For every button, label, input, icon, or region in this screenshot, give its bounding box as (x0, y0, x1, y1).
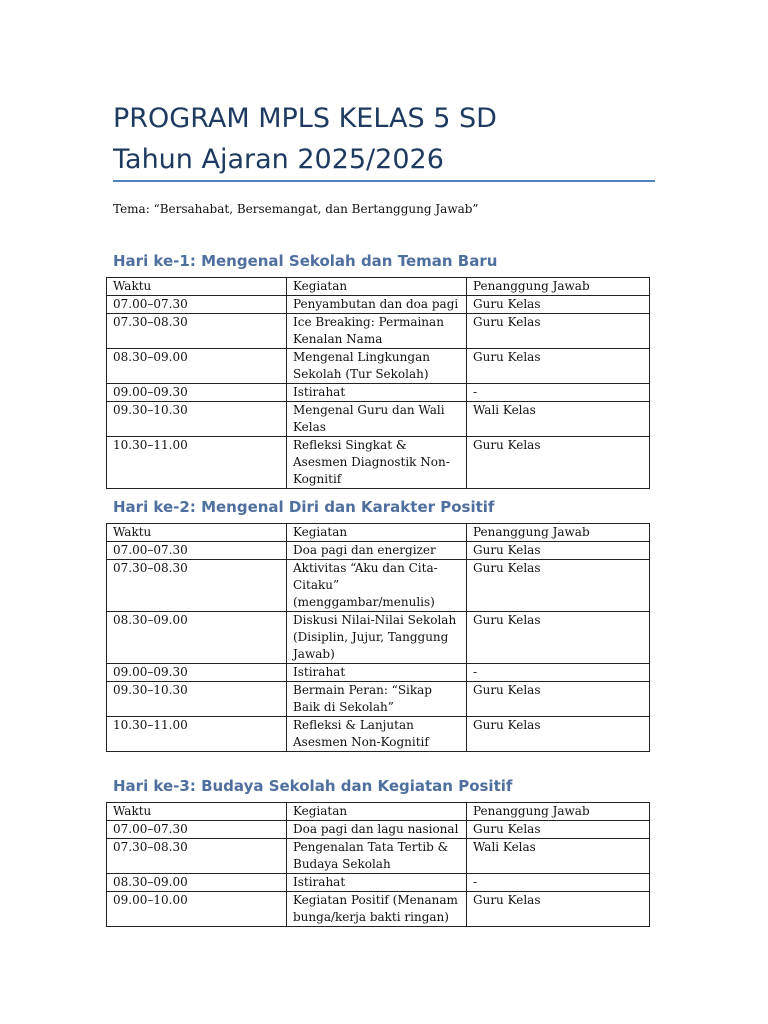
cell-person-in-charge: Guru Kelas (467, 542, 650, 560)
cell-activity: Bermain Peran: “Sikap Baik di Sekolah” (287, 682, 467, 717)
table-header-row (107, 278, 650, 296)
cell-activity: Kegiatan Positif (Menanam bunga/kerja bakti ringan) (287, 892, 467, 927)
table-row (107, 314, 650, 349)
cell-time: 07.00–07.30 (107, 821, 287, 839)
cell-person-in-charge: Guru Kelas (467, 821, 650, 839)
column-header-time: Waktu (107, 278, 287, 296)
table-row (107, 542, 650, 560)
column-header-activity: Kegiatan (287, 278, 467, 296)
cell-activity: Istirahat (287, 664, 467, 682)
cell-time: 10.30–11.00 (107, 437, 287, 489)
column-header-time: Waktu (107, 524, 287, 542)
title-line-2: Tahun Ajaran 2025/2026 (113, 144, 444, 175)
table-header-row (107, 524, 650, 542)
cell-activity: Istirahat (287, 874, 467, 892)
cell-activity: Doa pagi dan lagu nasional (287, 821, 467, 839)
cell-time: 07.30–08.30 (107, 839, 287, 874)
day-2-heading: Hari ke-2: Mengenal Diri dan Karakter Positif (113, 498, 495, 516)
cell-person-in-charge: Wali Kelas (467, 839, 650, 874)
column-header-person-in-charge: Penanggung Jawab (467, 278, 650, 296)
page-title (113, 98, 673, 180)
cell-person-in-charge: - (467, 384, 650, 402)
cell-activity: Aktivitas “Aku dan Cita-Citaku” (menggambar/menulis) (287, 560, 467, 612)
cell-activity: Mengenal Lingkungan Sekolah (Tur Sekolah) (287, 349, 467, 384)
cell-person-in-charge: Guru Kelas (467, 717, 650, 752)
cell-activity: Penyambutan dan doa pagi (287, 296, 467, 314)
column-header-time: Waktu (107, 803, 287, 821)
cell-person-in-charge: - (467, 874, 650, 892)
table-row (107, 437, 650, 489)
cell-person-in-charge: Guru Kelas (467, 349, 650, 384)
column-header-person-in-charge: Penanggung Jawab (467, 803, 650, 821)
table-header-row (107, 803, 650, 821)
cell-time: 08.30–09.00 (107, 612, 287, 664)
cell-person-in-charge: Guru Kelas (467, 314, 650, 349)
cell-person-in-charge: Guru Kelas (467, 296, 650, 314)
title-divider (113, 180, 655, 182)
column-header-activity: Kegiatan (287, 524, 467, 542)
cell-person-in-charge: Wali Kelas (467, 402, 650, 437)
cell-time: 07.00–07.30 (107, 542, 287, 560)
cell-activity: Mengenal Guru dan Wali Kelas (287, 402, 467, 437)
title-line-1: PROGRAM MPLS KELAS 5 SD (113, 103, 497, 134)
cell-activity: Pengenalan Tata Tertib & Budaya Sekolah (287, 839, 467, 874)
cell-activity: Refleksi Singkat & Asesmen Diagnostik Non-Kognitif (287, 437, 467, 489)
cell-time: 08.30–09.00 (107, 349, 287, 384)
cell-time: 09.00–09.30 (107, 664, 287, 682)
cell-time: 07.30–08.30 (107, 314, 287, 349)
cell-activity: Ice Breaking: Permainan Kenalan Nama (287, 314, 467, 349)
cell-time: 08.30–09.00 (107, 874, 287, 892)
table-row (107, 612, 650, 664)
column-header-activity: Kegiatan (287, 803, 467, 821)
cell-person-in-charge: - (467, 664, 650, 682)
table-row (107, 296, 650, 314)
day-3-schedule-table (106, 802, 650, 927)
day-2-section (113, 498, 655, 752)
table-row (107, 384, 650, 402)
cell-time: 09.30–10.30 (107, 682, 287, 717)
cell-time: 07.30–08.30 (107, 560, 287, 612)
cell-activity: Doa pagi dan energizer (287, 542, 467, 560)
day-1-heading: Hari ke-1: Mengenal Sekolah dan Teman Baru (113, 252, 498, 270)
cell-person-in-charge: Guru Kelas (467, 437, 650, 489)
day-1-section (113, 252, 655, 489)
cell-time: 10.30–11.00 (107, 717, 287, 752)
table-row (107, 402, 650, 437)
table-row (107, 664, 650, 682)
theme-text: Tema: “Bersahabat, Bersemangat, dan Bertanggung Jawab” (113, 202, 479, 216)
cell-time: 07.00–07.30 (107, 296, 287, 314)
table-row (107, 682, 650, 717)
cell-person-in-charge: Guru Kelas (467, 560, 650, 612)
cell-activity: Istirahat (287, 384, 467, 402)
table-row (107, 839, 650, 874)
cell-person-in-charge: Guru Kelas (467, 612, 650, 664)
cell-time: 09.00–09.30 (107, 384, 287, 402)
table-row (107, 892, 650, 927)
day-1-schedule-table (106, 277, 650, 489)
cell-person-in-charge: Guru Kelas (467, 682, 650, 717)
table-row (107, 349, 650, 384)
table-row (107, 874, 650, 892)
table-row (107, 560, 650, 612)
column-header-person-in-charge: Penanggung Jawab (467, 524, 650, 542)
cell-person-in-charge: Guru Kelas (467, 892, 650, 927)
table-row (107, 821, 650, 839)
day-3-heading: Hari ke-3: Budaya Sekolah dan Kegiatan Positif (113, 777, 513, 795)
cell-activity: Diskusi Nilai-Nilai Sekolah (Disiplin, Jujur, Tanggung Jawab) (287, 612, 467, 664)
cell-time: 09.00–10.00 (107, 892, 287, 927)
table-row (107, 717, 650, 752)
day-3-section (113, 777, 655, 927)
day-2-schedule-table (106, 523, 650, 752)
cell-time: 09.30–10.30 (107, 402, 287, 437)
cell-activity: Refleksi & Lanjutan Asesmen Non-Kognitif (287, 717, 467, 752)
